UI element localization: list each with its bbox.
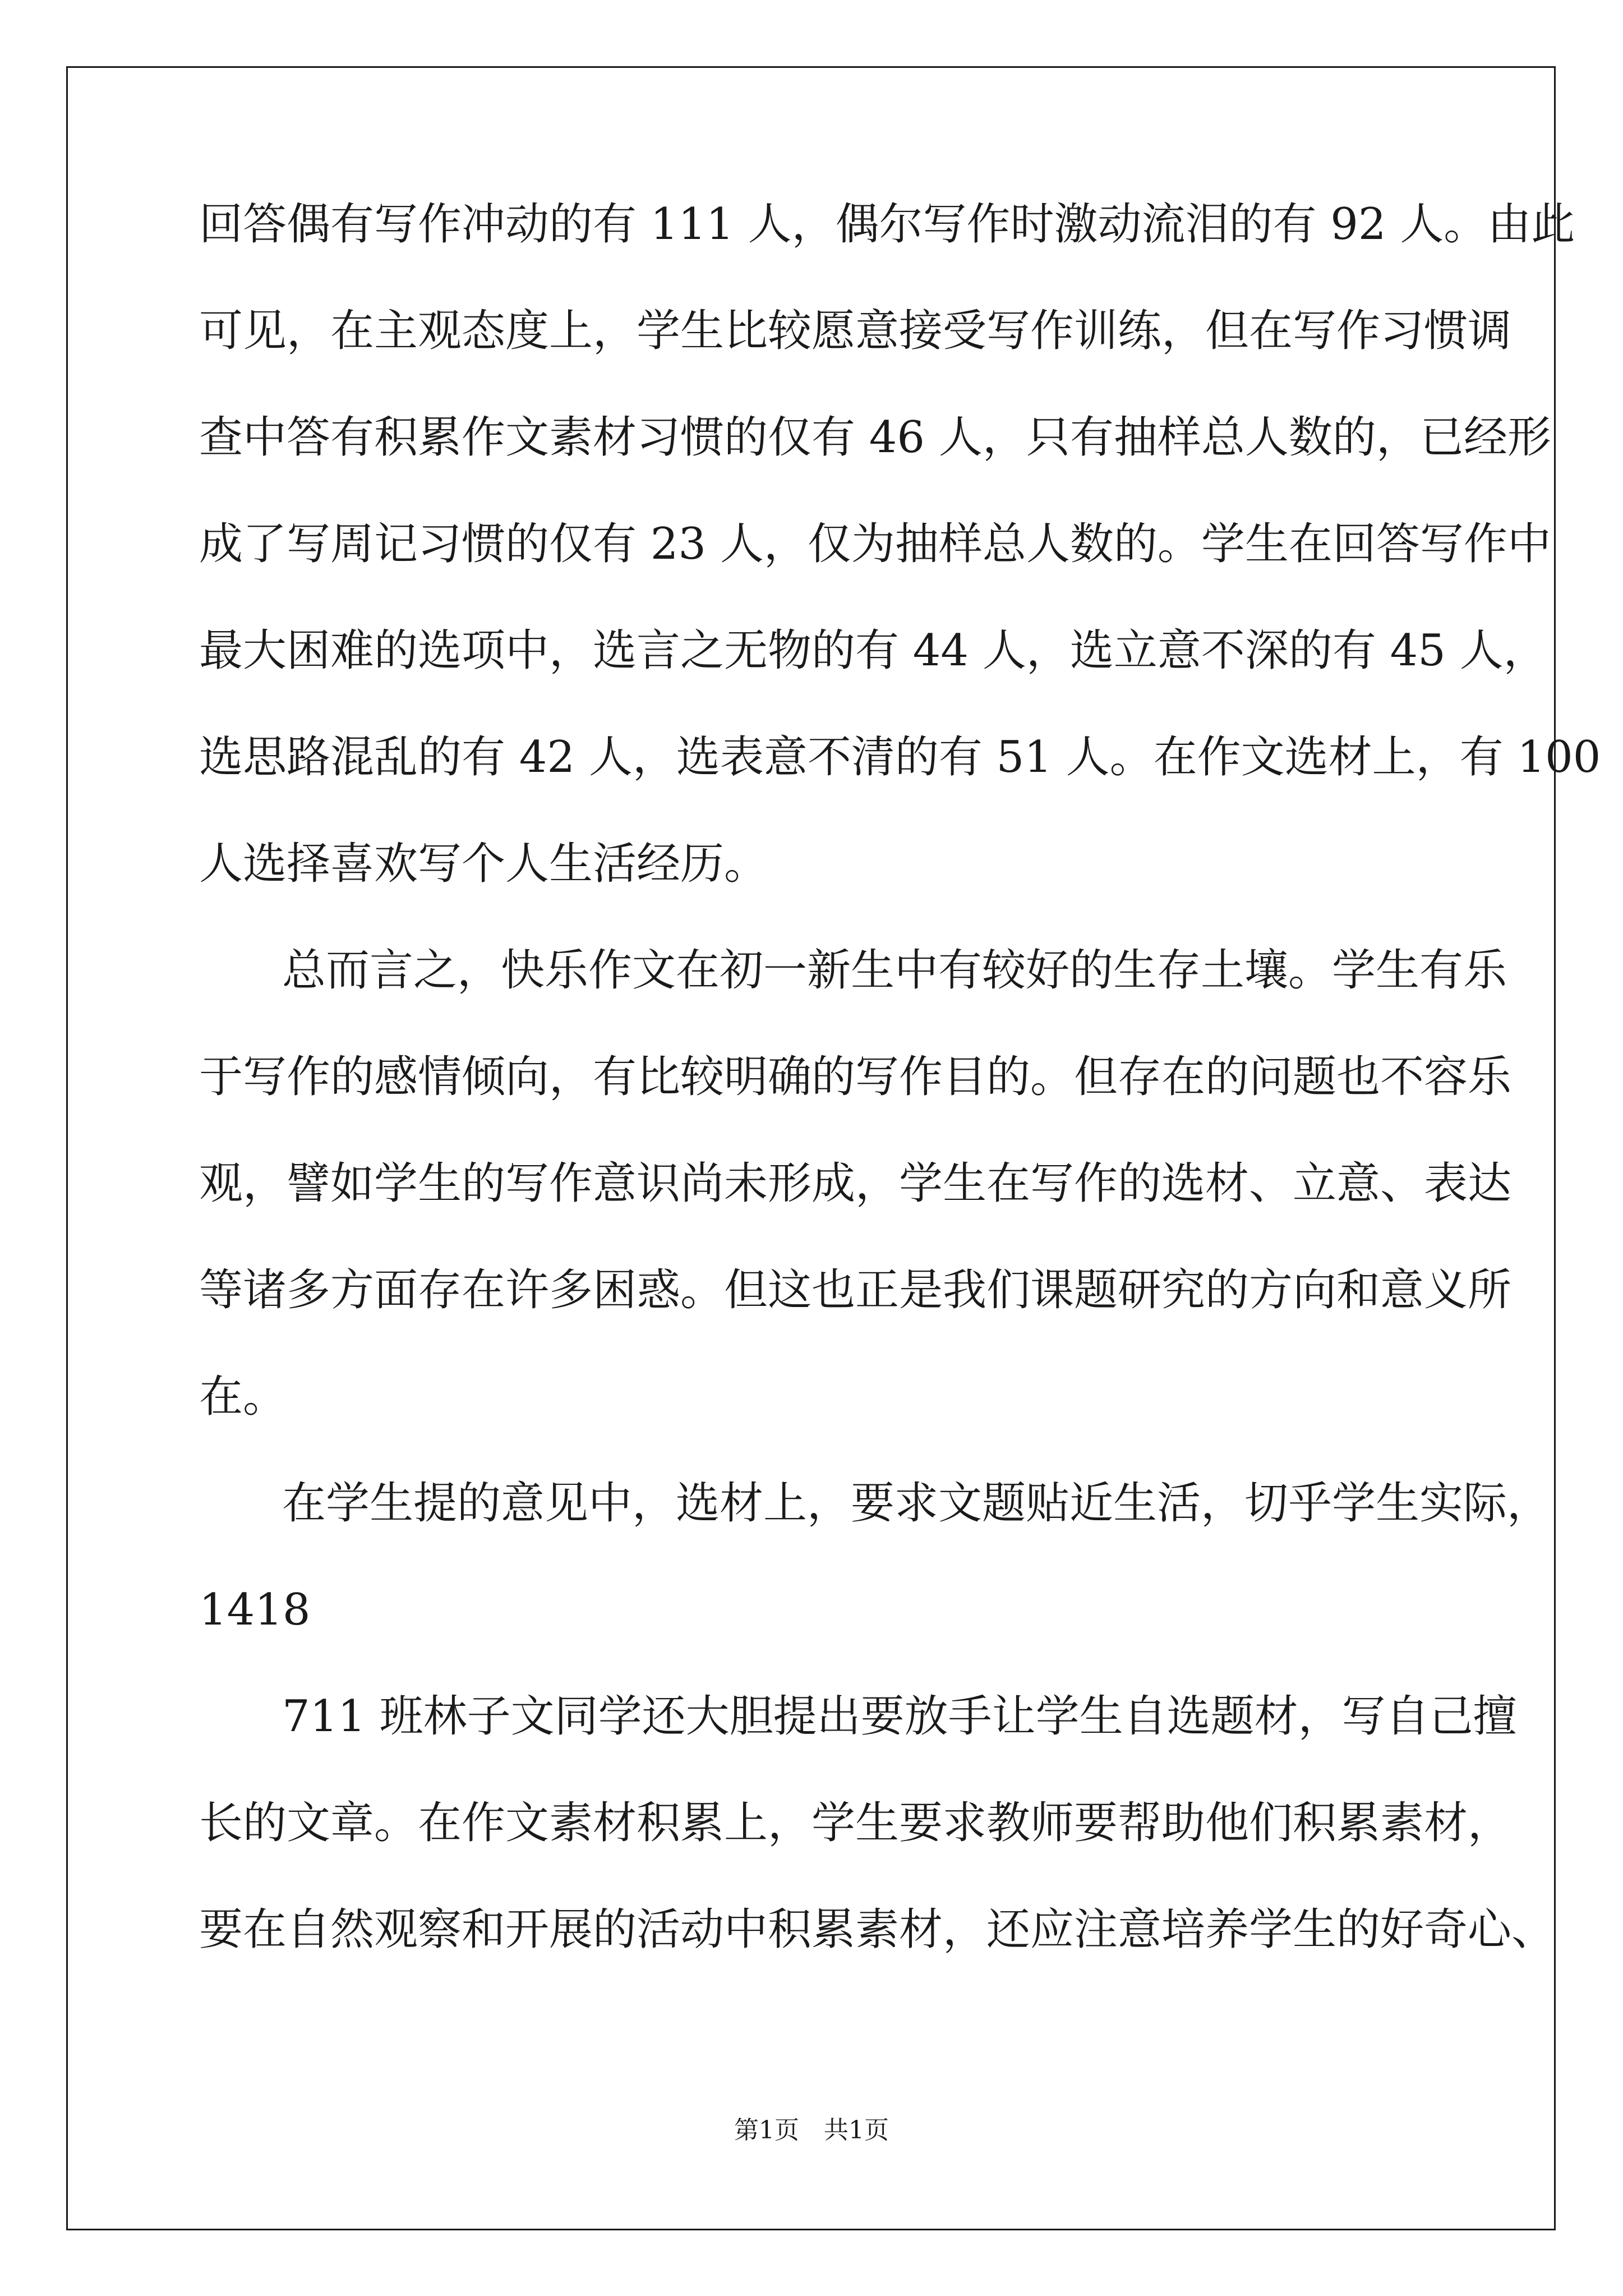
text-line: 观，譬如学生的写作意识尚未形成，学生在写作的选材、立意、表达 (199, 1158, 1512, 1209)
text-line: 选思路混乱的有 42 人，选表意不清的有 51 人。在作文选材上，有 100 (199, 732, 1601, 783)
text-line: 在学生提的意见中，选材上，要求文题贴近生活，切乎学生实际， (282, 1478, 1551, 1529)
text-line: 1418 (199, 1585, 311, 1635)
text-line: 最大困难的选项中，选言之无物的有 44 人，选立意不深的有 45 人， (199, 625, 1547, 676)
text-line: 人选择喜欢写个人生活经历。 (199, 839, 768, 889)
text-line: 于写作的感情倾向，有比较明确的写作目的。但存在的问题也不容乐 (199, 1052, 1512, 1102)
text-line: 回答偶有写作冲动的有 111 人，偶尔写作时激动流泪的有 92 人。由此 (199, 199, 1575, 250)
text-line: 长的文章。在作文素材积累上，学生要求教师要帮助他们积累素材， (199, 1798, 1512, 1848)
text-line: 711 班林子文同学还大胆提出要放手让学生自选题材，写自己擅 (282, 1691, 1517, 1742)
text-line: 总而言之，快乐作文在初一新生中有较好的生存土壤。学生有乐 (282, 945, 1507, 996)
text-line: 要在自然观察和开展的活动中积累素材，还应注意培养学生的好奇心、 (199, 1904, 1556, 1955)
text-line: 等诸多方面存在许多困惑。但这也正是我们课题研究的方向和意义所 (199, 1265, 1512, 1315)
text-line: 成了写周记习惯的仅有 23 人，仅为抽样总人数的。学生在回答写作中 (199, 519, 1551, 569)
text-line: 在。 (199, 1372, 287, 1422)
text-line: 可见，在主观态度上，学生比较愿意接受写作训练，但在写作习惯调 (199, 306, 1512, 356)
page-footer: 第1页 共1页 (734, 2116, 889, 2145)
text-line: 查中答有积累作文素材习惯的仅有 46 人，只有抽样总人数的，已经形 (199, 412, 1551, 463)
